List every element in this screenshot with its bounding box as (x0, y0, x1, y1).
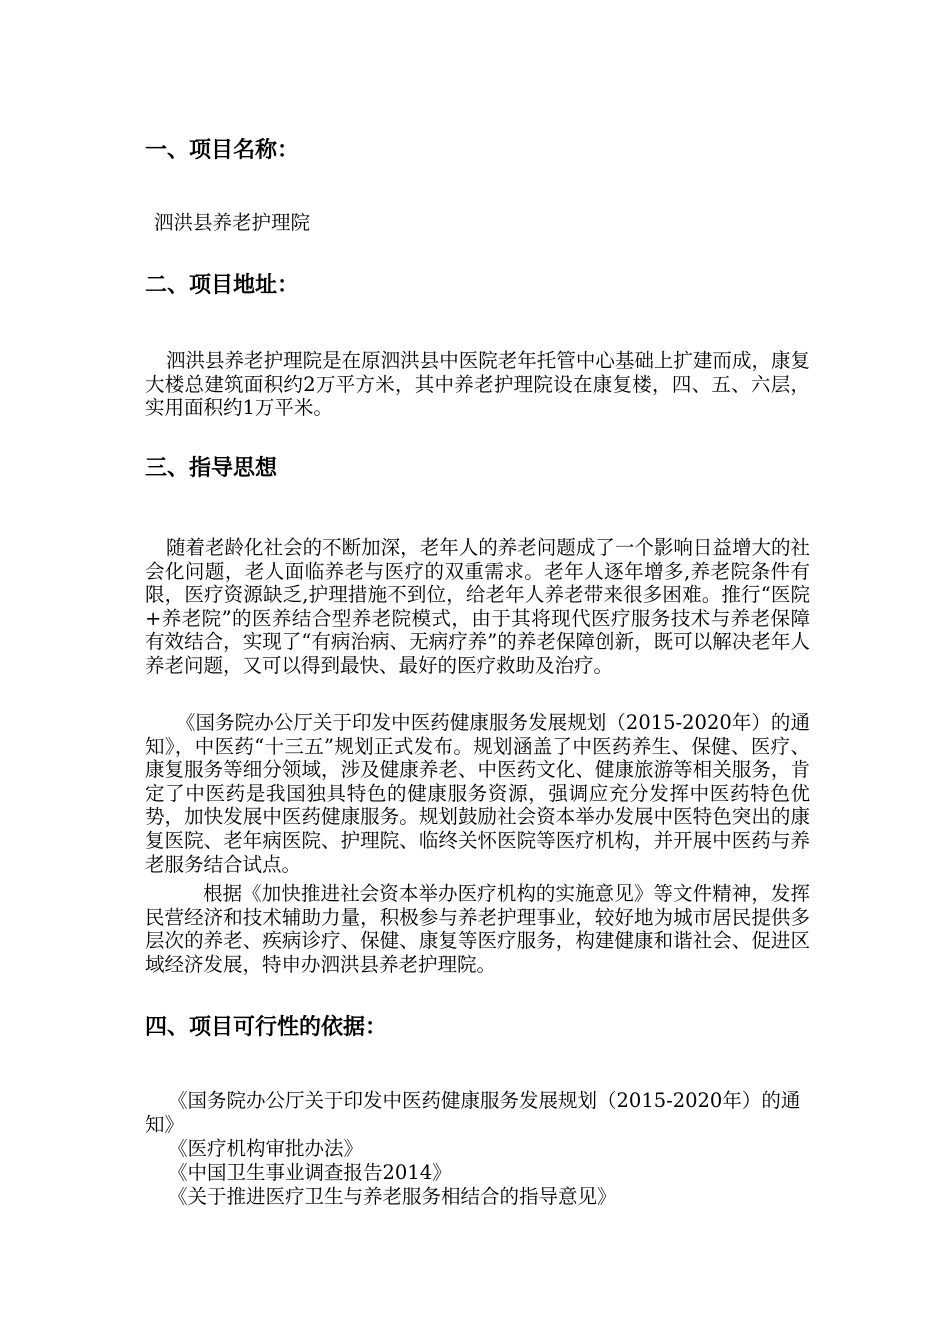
section-heading-project-address: 二、项目地址： (145, 273, 300, 298)
project-address-text: 泗洪县养老护理院是在原泗洪县中医院老年托管中心基础上扩建而成，康复大楼总建筑面积约2万平方米，其中养老护理院设在康复楼，四、五、六层，实用面积约1万平米。 (145, 349, 810, 420)
section-heading-project-name: 一、项目名称： (145, 138, 300, 163)
section-heading-guiding-ideology: 三、指导思想 (145, 456, 278, 481)
reference-item: 《关于推进医疗卫生与养老服务相结合的指导意见》 (168, 1185, 617, 1208)
feasibility-reference-list (145, 1089, 815, 1209)
project-name-text: 泗洪县养老护理院 (154, 211, 311, 234)
reference-item: 《中国卫生事业调查报告2014》 (168, 1161, 452, 1184)
guiding-paragraph-2: 《国务院办公厅关于印发中医药健康服务发展规划（2015-2020年）的通知》，中医药“十三五”规划正式发布。规划涵盖了中医药养生、保健、医疗、康复服务等细分领域，涉及健康养老、中医药文化、健康旅游等相关服务，肯定了中医药是我国独具特色的健康服务资源，强调应充分发挥中医药特色优势，加快发展中医药健康服务。规划鼓励社会资本举办发展中医特色突出的康复医院、老年病医院、护理院、临终关怀医院等医疗机构，并开展中医药与养老服务结合试点。 (145, 711, 810, 876)
guiding-paragraph-3: 根据《加快推进社会资本举办医疗机构的实施意见》等文件精神，发挥民营经济和技术辅助力量，积极参与养老护理事业，较好地为城市居民提供多层次的养老、疾病诊疗、保健、康复等医疗服务，构建健康和谐社会、促进区域经济发展，特申办泗洪县养老护理院。 (145, 882, 810, 976)
section-heading-feasibility-basis: 四、项目可行性的依据： (145, 1015, 388, 1040)
guiding-paragraph-1: 随着老龄化社会的不断加深，老年人的养老问题成了一个影响日益增大的社会化问题，老人面临养老与医疗的双重需求。老年人逐年增多,养老院条件有限，医疗资源缺乏,护理措施不到位，给老年人养老带来很多困难。推行“医院+养老院”的医养结合型养老院模式，由于其将现代医疗服务技术与养老保障有效结合，实现了“有病治病、无病疗养”的养老保障创新，既可以解决老年人养老问题，又可以得到最快、最好的医疗救助及治疗。 (145, 536, 810, 677)
reference-item: 《医疗机构审批办法》 (168, 1137, 364, 1160)
reference-item: 《国务院办公厅关于印发中医药健康服务发展规划（2015-2020年）的通知》 (145, 1089, 801, 1136)
